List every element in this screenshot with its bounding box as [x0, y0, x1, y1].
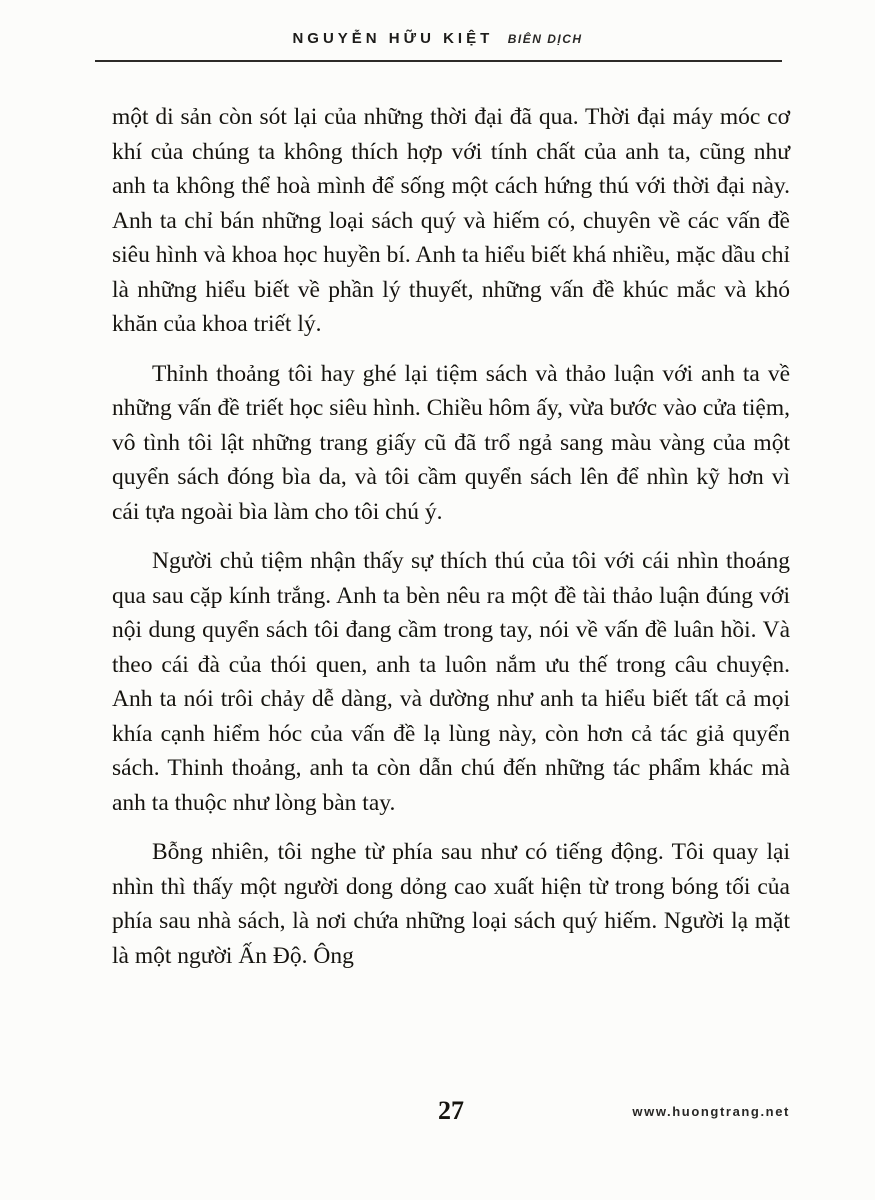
page-body: [112, 100, 790, 988]
page-header: [0, 30, 875, 48]
header-rule: [95, 60, 782, 62]
body-paragraph: Người chủ tiệm nhận thấy sự thích thú của tôi với cái nhìn thoáng qua sau cặp kính trắng. Anh ta bèn nêu ra một đề tài thảo luận đúng với nội dung quyển sách tôi đang cầm trong tay, nói về vấn đề luân hồi. Và theo cái đà của thói quen, anh ta luôn nắm ưu thế trong câu chuyện. Anh ta nói trôi chảy dễ dàng, và dường như anh ta hiểu biết tất cả mọi khía cạnh hiểm hóc của vấn đề lạ lùng này, còn hơn cả tác giả quyển sách. Thinh thoảng, anh ta còn dẫn chú đến những tác phẩm khác mà anh ta thuộc như lòng bàn tay.: [112, 548, 790, 816]
body-paragraph: một di sản còn sót lại của những thời đại đã qua. Thời đại máy móc cơ khí của chúng ta không thích hợp với tính chất của anh ta, cũng như anh ta không thể hoà mình để sống một cách hứng thú với thời đại này. Anh ta chỉ bán những loại sách quý và hiếm có, chuyên về các vấn đề siêu hình và khoa học huyền bí. Anh ta hiểu biết khá nhiều, mặc dầu chỉ là những hiểu biết về phần lý thuyết, những vấn đề khúc mắc và khó khăn của khoa triết lý.: [112, 104, 790, 337]
translator-name: NGUYỄN HỮU KIỆT: [292, 30, 494, 47]
body-paragraph: Bỗng nhiên, tôi nghe từ phía sau như có tiếng động. Tôi quay lại nhìn thì thấy một người dong dỏng cao xuất hiện từ trong bóng tối của phía sau nhà sách, là nơi chứa những loại sách quý hiếm. Người lạ mặt là một người Ấn Độ. Ông: [112, 839, 790, 969]
body-paragraph: Thỉnh thoảng tôi hay ghé lại tiệm sách và thảo luận với anh ta về những vấn đề triết học siêu hình. Chiều hôm ấy, vừa bước vào cửa tiệm, vô tình tôi lật những trang giấy cũ đã trổ ngả sang màu vàng của một quyển sách đóng bìa da, và tôi cầm quyển sách lên để nhìn kỹ hơn vì cái tựa ngoài bìa làm cho tôi chú ý.: [112, 360, 790, 525]
publisher-website: www.huongtrang.net: [632, 1104, 790, 1119]
translator-role: BIÊN DỊCH: [507, 32, 583, 46]
page-number: 27: [438, 1096, 464, 1125]
